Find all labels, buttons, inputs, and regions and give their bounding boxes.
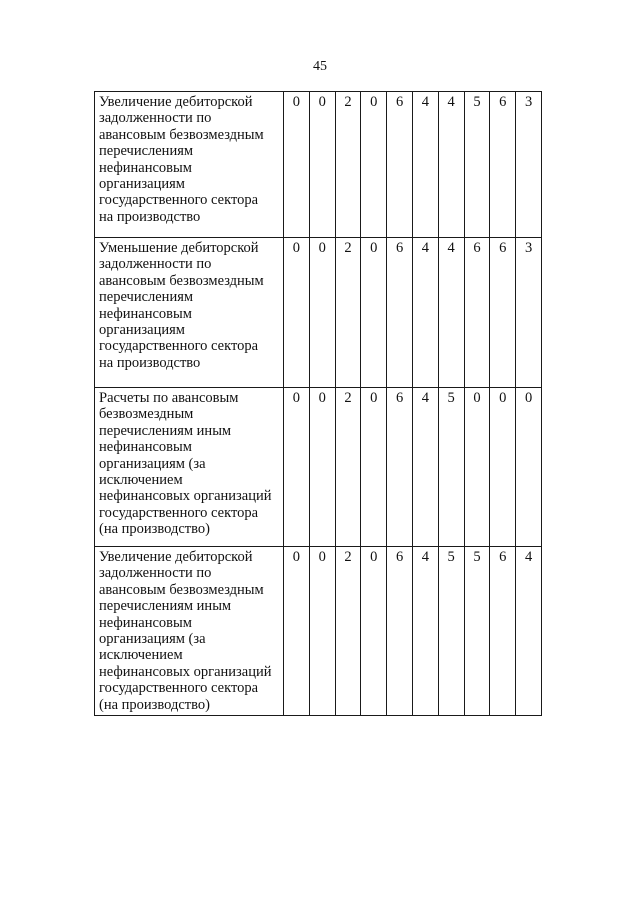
description-line: нефинансовых организаций: [99, 663, 272, 680]
code-digit: 0: [490, 388, 516, 547]
code-digit: 0: [309, 92, 335, 238]
description-line: нефинансовым: [99, 159, 192, 176]
code-digit: 0: [309, 388, 335, 547]
code-digit: 3: [516, 238, 542, 388]
description-line: задолженности по: [99, 110, 212, 127]
description-line: авансовым безвозмездным: [99, 272, 264, 289]
code-digit: 6: [387, 547, 413, 716]
code-digit: 6: [387, 92, 413, 238]
description-line: безвозмездным: [99, 406, 194, 423]
code-digit: 4: [438, 238, 464, 388]
code-digit: 6: [490, 92, 516, 238]
description-line: на производство: [99, 354, 201, 371]
description-line: государственного сектора: [99, 192, 259, 209]
row-description: [95, 92, 284, 238]
code-digit: 5: [464, 547, 490, 716]
description-line: (на производство): [99, 521, 210, 538]
description-line: организациям (за: [99, 631, 206, 648]
code-digit: 6: [387, 238, 413, 388]
code-digit: 6: [490, 547, 516, 716]
code-digit: 4: [438, 92, 464, 238]
code-digit: 4: [412, 388, 438, 547]
description-line: перечислениям иным: [99, 598, 232, 615]
description-line: задолженности по: [99, 256, 212, 273]
code-digit: 4: [516, 547, 542, 716]
code-digit: 5: [438, 547, 464, 716]
code-digit: 0: [284, 547, 310, 716]
code-digit: 0: [361, 238, 387, 388]
code-digit: 5: [438, 388, 464, 547]
description-line: организациям: [99, 176, 185, 193]
description-line: авансовым безвозмездным: [99, 126, 264, 143]
code-digit: 0: [361, 547, 387, 716]
code-digit: 6: [490, 238, 516, 388]
description-line: организациям: [99, 322, 185, 339]
code-digit: 6: [387, 388, 413, 547]
code-digit: 5: [464, 92, 490, 238]
description-line: исключением: [99, 472, 183, 489]
code-digit: 2: [335, 547, 361, 716]
description-line: Уменьшение дебиторской: [99, 240, 259, 256]
code-digit: 0: [361, 388, 387, 547]
code-digit: 0: [284, 388, 310, 547]
description-line: Расчеты по авансовым: [99, 390, 239, 406]
code-digit: 6: [464, 238, 490, 388]
code-digit: 2: [335, 388, 361, 547]
row-description: [95, 388, 284, 547]
description-line: авансовым безвозмездным: [99, 581, 264, 598]
code-digit: 4: [412, 547, 438, 716]
description-line: (на производство): [99, 696, 210, 713]
description-line: организациям (за: [99, 455, 206, 472]
code-digit: 0: [309, 547, 335, 716]
table-row: [95, 547, 542, 716]
code-digit: 2: [335, 92, 361, 238]
description-line: нефинансовым: [99, 305, 192, 322]
table-row: [95, 388, 542, 547]
code-digit: 0: [516, 388, 542, 547]
description-line: задолженности по: [99, 565, 212, 582]
budget-code-table: [94, 91, 542, 716]
code-digit: 2: [335, 238, 361, 388]
code-digit: 0: [284, 92, 310, 238]
description-line: нефинансовых организаций: [99, 488, 272, 505]
description-line: перечислениям: [99, 289, 194, 306]
description-line: нефинансовым: [99, 614, 192, 631]
description-line: нефинансовым: [99, 439, 192, 456]
table-row: [95, 238, 542, 388]
description-line: исключением: [99, 647, 183, 664]
code-digit: 3: [516, 92, 542, 238]
description-line: Увеличение дебиторской: [99, 549, 253, 565]
description-line: на производство: [99, 208, 201, 225]
row-description: [95, 238, 284, 388]
description-line: перечислениям иным: [99, 422, 232, 439]
code-digit: 0: [309, 238, 335, 388]
table-row: [95, 92, 542, 238]
description-line: перечислениям: [99, 143, 194, 160]
row-description: [95, 547, 284, 716]
page-number: 45: [313, 59, 327, 74]
code-digit: 4: [412, 238, 438, 388]
description-line: Увеличение дебиторской: [99, 94, 253, 110]
description-line: государственного сектора: [99, 680, 259, 697]
description-line: государственного сектора: [99, 338, 259, 355]
description-line: государственного сектора: [99, 504, 259, 521]
code-digit: 0: [464, 388, 490, 547]
code-digit: 4: [412, 92, 438, 238]
code-digit: 0: [361, 92, 387, 238]
code-digit: 0: [284, 238, 310, 388]
